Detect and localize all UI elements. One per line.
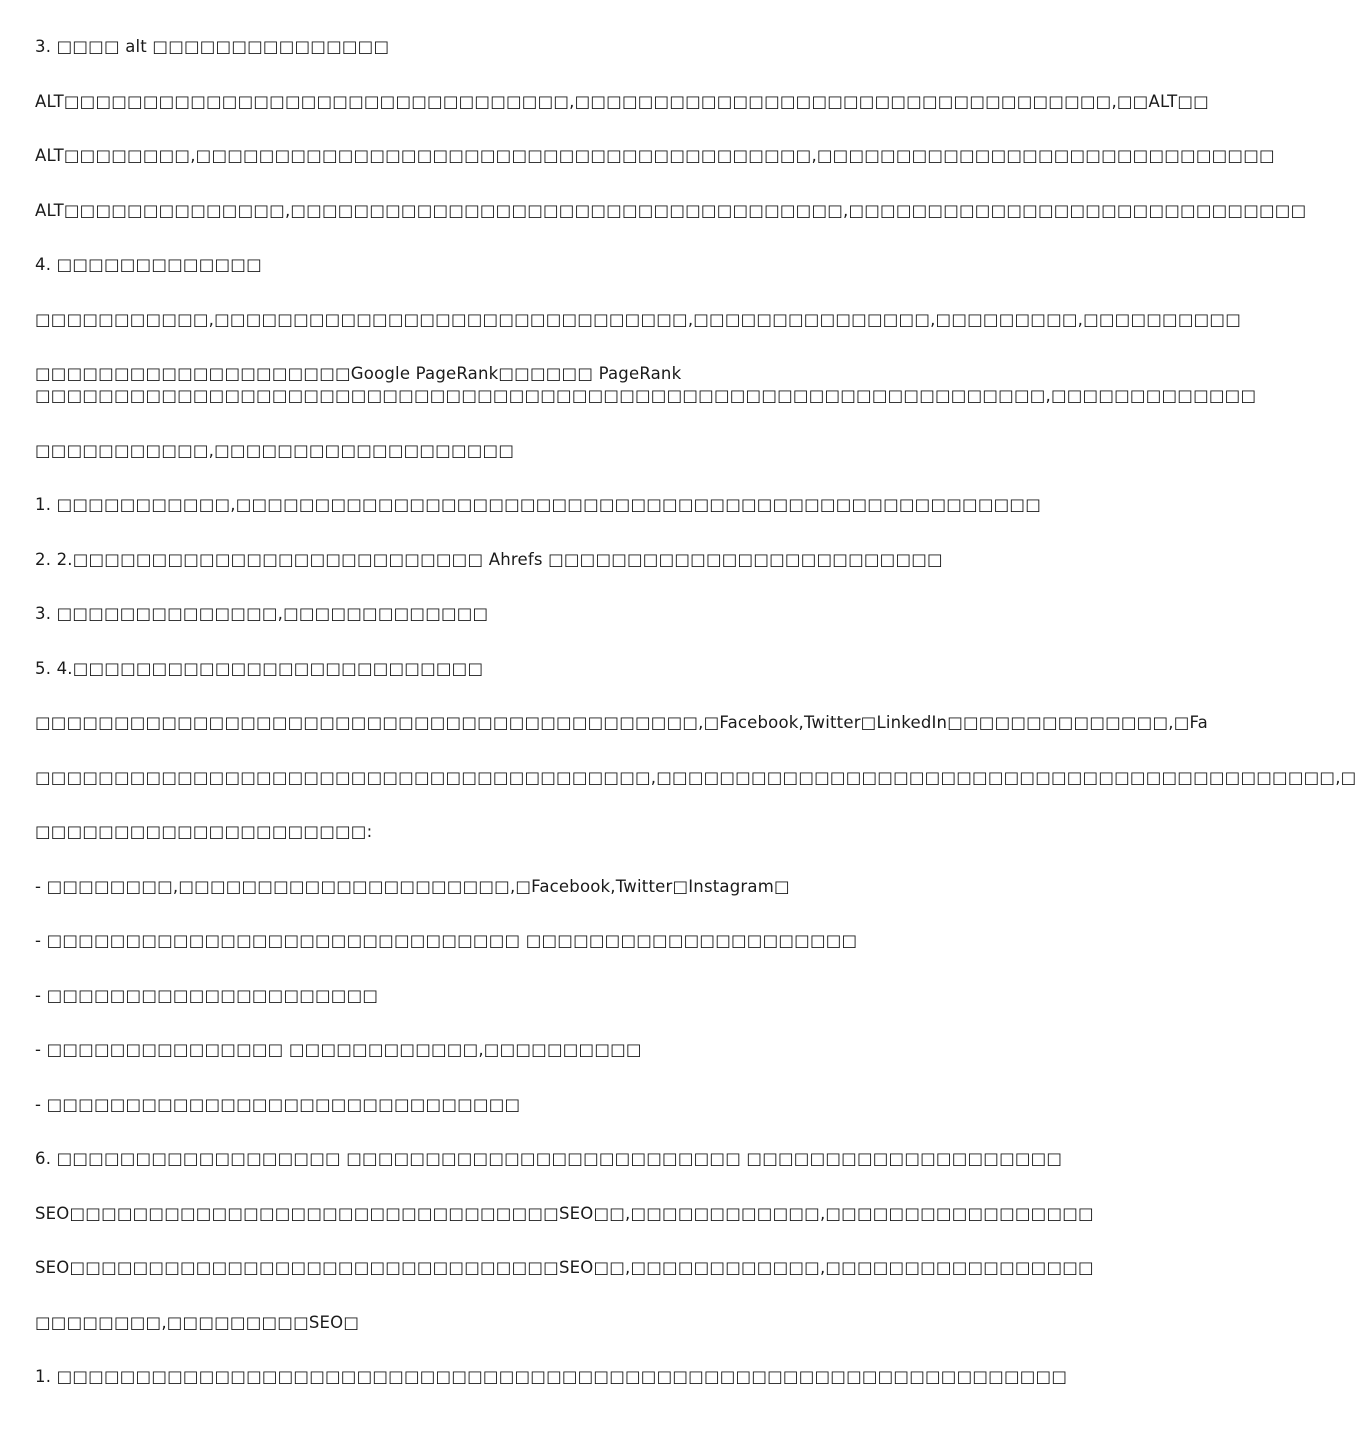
bullet-item: - □□□□□□□□□□□□□□□□□□□□□: [35, 985, 379, 1005]
paragraph: ALT□□□□□□□□,□□□□□□□□□□□□□□□□□□□□□□□□□□□□□□□□□□□□□□□,□□□□□□□□□□□□□□□□□□□□□□□□□□□□□: [35, 146, 1275, 165]
heading-section-4: 4. □□□□□□□□□□□□□: [35, 255, 262, 274]
list-item: 3. □□□□□□□□□□□□□□,□□□□□□□□□□□□□: [35, 604, 489, 623]
heading-section-6: 6. □□□□□□□□□□□□□□□□□□ □□□□□□□□□□□□□□□□□□□□□□□□□ □□□□□□□□□□□□□□□□□□□□: [35, 1149, 1063, 1168]
document-page: [35, 36, 1356, 1421]
bullet-item: - □□□□□□□□□□□□□□□□□□□□□□□□□□□□□□: [35, 1094, 521, 1114]
list-item: 1. □□□□□□□□□□□,□□□□□□□□□□□□□□□□□□□□□□□□□□□□□□□□□□□□□□□□□□□□□□□□□□□: [35, 495, 1041, 514]
bullet-item: - □□□□□□□□,□□□□□□□□□□□□□□□□□□□□□,□Facebook,Twitter□Instagram□: [35, 876, 790, 896]
paragraph: □□□□□□□□□□□□□□□□□□□□□:: [35, 822, 373, 841]
paragraph-social: □□□□□□□□□□□□□□□□□□□□□□□□□□□□□□□□□□□□□□□□□□,□Facebook,Twitter□LinkedIn□□□□□□□□□□□□□□,□Fa: [35, 713, 1208, 732]
paragraph: ALT□□□□□□□□□□□□□□,□□□□□□□□□□□□□□□□□□□□□□□□□□□□□□□□□□□,□□□□□□□□□□□□□□□□□□□□□□□□□□□□□: [35, 200, 1307, 220]
list-item: 1. □□□□□□□□□□□□□□□□□□□□□□□□□□□□□□□□□□□□□□□□□□□□□□□□□□□□□□□□□□□□□□□□: [35, 1367, 1068, 1386]
list-item: 2. 2.□□□□□□□□□□□□□□□□□□□□□□□□□□ Ahrefs □□□□□□□□□□□□□□□□□□□□□□□□□: [35, 549, 943, 569]
paragraph-pagerank-line-2: □□□□□□□□□□□□□□□□□□□□□□□□□□□□□□□□□□□□□□□□□□□□□□□□□□□□□□□□□□□□□□□□,□□□□□□□□□□□□□: [35, 386, 1257, 405]
bullet-item: - □□□□□□□□□□□□□□□□□□□□□□□□□□□□□□ □□□□□□□□□□□□□□□□□□□□□: [35, 931, 858, 950]
heading-section-5: 5. 4.□□□□□□□□□□□□□□□□□□□□□□□□□□: [35, 658, 484, 678]
bullet-item: - □□□□□□□□□□□□□□□ □□□□□□□□□□□□,□□□□□□□□□□: [35, 1040, 642, 1059]
paragraph: □□□□□□□□□□□□□□□□□□□□□□□□□□□□□□□□□□□□□□□,□□□□□□□□□□□□□□□□□□□□□□□□□□□□□□□□□□□□□□□□□□□,□: [35, 767, 1356, 787]
paragraph: □□□□□□□□□□□,□□□□□□□□□□□□□□□□□□□□□□□□□□□□□□,□□□□□□□□□□□□□□□,□□□□□□□□□,□□□□□□□□□□: [35, 309, 1241, 329]
paragraph-seo: SEO□□□□□□□□□□□□□□□□□□□□□□□□□□□□□□□SEO□□,□□□□□□□□□□□□,□□□□□□□□□□□□□□□□□: [35, 1258, 1094, 1277]
paragraph: □□□□□□□□□□□,□□□□□□□□□□□□□□□□□□□: [35, 440, 515, 460]
paragraph-pagerank: [35, 363, 1257, 407]
heading-alt: 3. □□□□ alt □□□□□□□□□□□□□□□: [35, 37, 390, 56]
paragraph-pagerank-line-1: □□□□□□□□□□□□□□□□□□□□Google PageRank□□□□□□ PageRank: [35, 364, 682, 383]
paragraph-seo: SEO□□□□□□□□□□□□□□□□□□□□□□□□□□□□□□□SEO□□,□□□□□□□□□□□□,□□□□□□□□□□□□□□□□□: [35, 1203, 1094, 1223]
paragraph: □□□□□□□□,□□□□□□□□□SEO□: [35, 1312, 360, 1332]
paragraph: ALT□□□□□□□□□□□□□□□□□□□□□□□□□□□□□□□□,□□□□□□□□□□□□□□□□□□□□□□□□□□□□□□□□□□,□□ALT□□: [35, 91, 1209, 111]
